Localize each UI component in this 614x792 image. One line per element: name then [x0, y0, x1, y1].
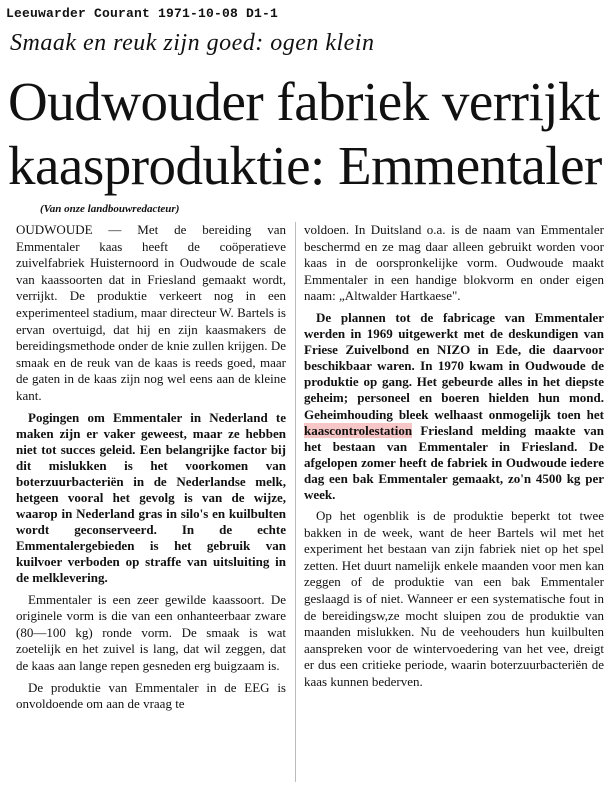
headline	[8, 70, 608, 198]
paragraph: De produktie van Emmentaler in de EEG is onvoldoende om aan de vraag te	[16, 679, 286, 712]
paragraph-bold: Pogingen om Emmentaler in Nederland te maken zijn er vaker geweest, maar ze hebben niet tot succes geleid. Een belangrijke factor bij dit mislukken is het voorkomen van boterzuurbacteriën in de Nederlandse melk, hetgeen vooral het gevolg is van de wijze, waarop in Nederland gras in silo's en kuilbulten wordt geconserveerd. In de echte Emmentalergebieden is het gebruik van kuilvoer verboden op straffe van uitsluiting in de melklevering.	[16, 409, 286, 586]
column-divider	[295, 222, 296, 782]
paragraph-intro-text: Met de bereiding van Emmentaler kaas heeft de coöperatieve zuivelfabriek Huisternoord in Oudwoude de scale van kaassoorten dat in Friesland gemaakt wordt, verrijkt. De produktie verkeert nog in een experimenteel stadium, maar directeur W. Bartels is ervan overtuigd, dat hij en zijn kaasmakers de bereidingsmethode onder de knie zullen krijgen. De smaak en de reuk van de kaas is reeds goed, maar de gaten in de kaas zijn nog wel eens aan de kleine kant.	[16, 222, 286, 403]
headline-line-1: Oudwouder fabriek verrijkt	[8, 71, 600, 132]
left-column	[16, 222, 286, 718]
headline-line-2: kaasproduktie: Emmentaler	[8, 135, 602, 196]
paragraph: Emmentaler is een zeer gewilde kaassoort. De originele vorm is die van een onhanteerbaar zware (80—100 kg) ronde vorm. De smaak is wat zoetelijk en het zuivel is lang, dat wil zeggen, dat de kaas aan lange repen gesneden erg buigzaam is.	[16, 591, 286, 673]
right-column	[304, 222, 604, 696]
paragraph-continued: voldoen. In Duitsland o.a. is de naam van Emmentaler beschermd en ze mag daar alleen gebruikt worden voor kaas in de oorspronkelijke vorm. Oudwoude maakt Emmentaler in een handige blokvorm en onder eigen naam: „Altwalder Hartkaese".	[304, 222, 604, 304]
source-label: Leeuwarder Courant 1971-10-08 D1-1	[6, 6, 279, 21]
byline: (Van onze landbouwredacteur)	[40, 203, 180, 215]
paragraph-text: Friesland melding maakte van het bestaan van Emmentaler in Friesland. De afgelopen zomer heeft de fabriek in Oudwoude iedere dag een bak Emmentaler gemaakt, zo'n 4500 kg per week.	[304, 422, 604, 502]
kicker-subheading: Smaak en reuk zijn goed: ogen klein	[10, 30, 375, 56]
paragraph-text: De plannen tot de fabricage van Emmentaler werden in 1969 uitgewerkt met de deskundigen van Friese Zuivelbond en NIZO in Ede, die daarvoor beschikbaar waren. In 1970 kwam in Oudwoude de produktie op gang. Het gebeurde alles in het diepste geheim; personeel en boeren hielden hun mond. Geheimhouding bleek welhaast onmogelijk toen het	[304, 309, 604, 422]
highlighted-term: kaascontrolestation	[304, 422, 413, 438]
paragraph-bold	[304, 310, 604, 503]
paragraph-intro	[16, 222, 286, 405]
paragraph: Op het ogenblik is de produktie beperkt tot twee bakken in de week, want de heer Bartels wil met het experiment het bestaan van zijn fabriek niet op het spel zetten. Het duurt namelijk enkele maanden voor men kan zeggen of de produktie van een bak Emmentaler geslaagd is of niet. Wanneer er een systematische fout in de bereidingsw,ze mocht sluipen zou de produktie van maanden mislukken. Nu de veehouders hun kuilbulten aanspreken voor de wintervoedering van het vee, dreigt er dus een critieke periode, waarin boterzuurbacteriën de kaas kunnen bederven.	[304, 508, 604, 690]
dateline: OUDWOUDE —	[16, 222, 122, 237]
